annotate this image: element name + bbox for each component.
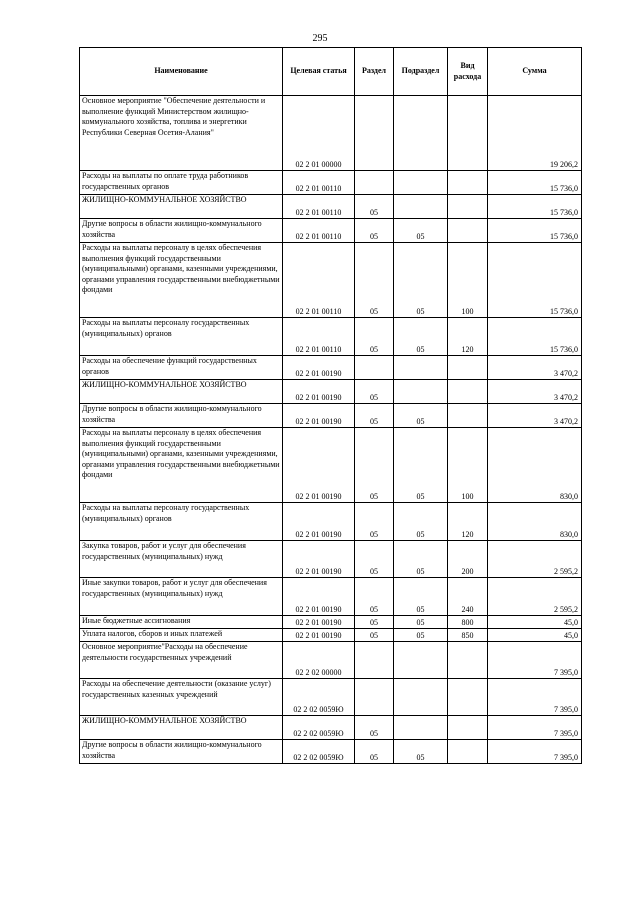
cell-subsection: [394, 96, 448, 171]
cell-type: [448, 404, 488, 428]
cell-section: 05: [355, 716, 394, 740]
cell-sum: 7 395,0: [488, 642, 582, 679]
cell-name: Основное мероприятие "Обеспечение деятельности и выполнение функций Министерством жилищно-коммунального хозяйства, топлива и энергетики Республики Северная Осетия-Алания": [80, 96, 283, 171]
cell-article: 02 2 02 0059Ю: [283, 740, 355, 764]
cell-sum: 7 395,0: [488, 679, 582, 716]
cell-type: 240: [448, 578, 488, 616]
cell-section: 05: [355, 243, 394, 318]
cell-sum: 7 395,0: [488, 716, 582, 740]
cell-article: 02 2 01 00190: [283, 541, 355, 578]
cell-subsection: [394, 380, 448, 404]
cell-sum: 7 395,0: [488, 740, 582, 764]
cell-name: Расходы на выплаты персоналу в целях обеспечения выполнения функций государственными (муниципальными) органами, казенными учреждениями, органами управления государственными внебюджетными фондами: [80, 428, 283, 503]
cell-section: [355, 171, 394, 195]
cell-section: 05: [355, 318, 394, 356]
cell-section: 05: [355, 428, 394, 503]
cell-article: 02 2 02 0059Ю: [283, 679, 355, 716]
table-row: [80, 380, 582, 404]
cell-section: [355, 96, 394, 171]
cell-section: [355, 642, 394, 679]
cell-article: 02 2 01 00000: [283, 96, 355, 171]
table-row: [80, 404, 582, 428]
table-row: [80, 616, 582, 629]
cell-name: Иные закупки товаров, работ и услуг для обеспечения государственных (муниципальных) нужд: [80, 578, 283, 616]
cell-subsection: 05: [394, 578, 448, 616]
page-number: 295: [312, 33, 328, 44]
cell-article: 02 2 01 00110: [283, 171, 355, 195]
cell-section: 05: [355, 219, 394, 243]
cell-subsection: [394, 356, 448, 380]
cell-subsection: 05: [394, 243, 448, 318]
cell-subsection: 05: [394, 503, 448, 541]
cell-type: 100: [448, 243, 488, 318]
header-name: Наименование: [80, 48, 283, 96]
budget-table: [79, 47, 582, 764]
cell-name: ЖИЛИЩНО-КОММУНАЛЬНОЕ ХОЗЯЙСТВО: [80, 716, 283, 740]
cell-subsection: 05: [394, 404, 448, 428]
table-row: [80, 679, 582, 716]
cell-section: 05: [355, 578, 394, 616]
cell-article: 02 2 01 00110: [283, 219, 355, 243]
cell-article: 02 2 01 00190: [283, 428, 355, 503]
cell-name: Закупка товаров, работ и услуг для обеспечения государственных (муниципальных) нужд: [80, 541, 283, 578]
table-row: [80, 629, 582, 642]
header-section: Раздел: [355, 48, 394, 96]
cell-sum: 3 470,2: [488, 404, 582, 428]
cell-type: 120: [448, 503, 488, 541]
cell-name: Основное мероприятие"Расходы на обеспечение деятельности государственных учреждений: [80, 642, 283, 679]
cell-name: Расходы на выплаты персоналу в целях обеспечения выполнения функций государственными (муниципальными) органами, казенными учреждениями, органами управления государственными внебюджетными фондами: [80, 243, 283, 318]
table-row: [80, 642, 582, 679]
cell-name: Другие вопросы в области жилищно-коммунального хозяйства: [80, 740, 283, 764]
cell-name: Расходы на выплаты по оплате труда работников государственных органов: [80, 171, 283, 195]
cell-type: [448, 195, 488, 219]
table-row: [80, 219, 582, 243]
cell-article: 02 2 01 00190: [283, 629, 355, 642]
table-row: [80, 171, 582, 195]
cell-sum: 830,0: [488, 428, 582, 503]
cell-type: [448, 642, 488, 679]
header-subsection: Подраздел: [394, 48, 448, 96]
cell-subsection: 05: [394, 629, 448, 642]
cell-article: 02 2 01 00110: [283, 318, 355, 356]
cell-type: [448, 716, 488, 740]
cell-type: 800: [448, 616, 488, 629]
cell-type: [448, 171, 488, 195]
cell-sum: 3 470,2: [488, 356, 582, 380]
table-row: [80, 428, 582, 503]
cell-sum: 15 736,0: [488, 195, 582, 219]
header-article: Целевая статья: [283, 48, 355, 96]
table-row: [80, 740, 582, 764]
cell-sum: 15 736,0: [488, 318, 582, 356]
cell-sum: 15 736,0: [488, 219, 582, 243]
cell-section: 05: [355, 503, 394, 541]
cell-sum: 830,0: [488, 503, 582, 541]
table-row: [80, 541, 582, 578]
cell-article: 02 2 02 0059Ю: [283, 716, 355, 740]
header-sum: Сумма: [488, 48, 582, 96]
cell-article: 02 2 01 00110: [283, 243, 355, 318]
table-row: [80, 503, 582, 541]
table-row: [80, 243, 582, 318]
table-row: [80, 356, 582, 380]
cell-sum: 15 736,0: [488, 243, 582, 318]
cell-name: ЖИЛИЩНО-КОММУНАЛЬНОЕ ХОЗЯЙСТВО: [80, 195, 283, 219]
cell-sum: 45,0: [488, 616, 582, 629]
cell-name: Расходы на обеспечение функций государственных органов: [80, 356, 283, 380]
cell-type: [448, 96, 488, 171]
cell-name: Расходы на обеспечение деятельности (оказание услуг) государственных казенных учреждений: [80, 679, 283, 716]
table-row: [80, 578, 582, 616]
cell-subsection: [394, 642, 448, 679]
cell-type: [448, 380, 488, 404]
table-row: [80, 96, 582, 171]
table-body: [80, 96, 582, 764]
cell-subsection: [394, 195, 448, 219]
cell-type: [448, 356, 488, 380]
cell-name: Другие вопросы в области жилищно-коммунального хозяйства: [80, 404, 283, 428]
cell-section: [355, 679, 394, 716]
cell-subsection: 05: [394, 740, 448, 764]
cell-type: [448, 219, 488, 243]
cell-name: Расходы на выплаты персоналу государственных (муниципальных) органов: [80, 503, 283, 541]
cell-type: 850: [448, 629, 488, 642]
cell-type: [448, 740, 488, 764]
cell-article: 02 2 01 00190: [283, 356, 355, 380]
cell-section: 05: [355, 629, 394, 642]
cell-subsection: [394, 679, 448, 716]
cell-type: [448, 679, 488, 716]
cell-article: 02 2 01 00190: [283, 503, 355, 541]
cell-sum: 2 595,2: [488, 578, 582, 616]
cell-sum: 45,0: [488, 629, 582, 642]
cell-section: 05: [355, 740, 394, 764]
cell-type: 100: [448, 428, 488, 503]
cell-name: Другие вопросы в области жилищно-коммунального хозяйства: [80, 219, 283, 243]
cell-subsection: 05: [394, 616, 448, 629]
cell-article: 02 2 01 00190: [283, 578, 355, 616]
cell-sum: 19 206,2: [488, 96, 582, 171]
cell-name: Иные бюджетные ассигнования: [80, 616, 283, 629]
cell-article: 02 2 01 00190: [283, 404, 355, 428]
cell-section: 05: [355, 616, 394, 629]
header-row: [80, 48, 582, 96]
cell-section: [355, 356, 394, 380]
cell-type: 200: [448, 541, 488, 578]
cell-article: 02 2 01 00190: [283, 380, 355, 404]
cell-subsection: 05: [394, 318, 448, 356]
header-type: Вид расхода: [448, 48, 488, 96]
cell-subsection: 05: [394, 541, 448, 578]
cell-section: 05: [355, 404, 394, 428]
cell-subsection: [394, 171, 448, 195]
cell-subsection: [394, 716, 448, 740]
cell-article: 02 2 02 00000: [283, 642, 355, 679]
cell-sum: 2 595,2: [488, 541, 582, 578]
cell-subsection: 05: [394, 219, 448, 243]
table-row: [80, 318, 582, 356]
cell-name: Расходы на выплаты персоналу государственных (муниципальных) органов: [80, 318, 283, 356]
cell-section: 05: [355, 541, 394, 578]
cell-subsection: 05: [394, 428, 448, 503]
cell-article: 02 2 01 00110: [283, 195, 355, 219]
table-row: [80, 716, 582, 740]
cell-type: 120: [448, 318, 488, 356]
cell-name: ЖИЛИЩНО-КОММУНАЛЬНОЕ ХОЗЯЙСТВО: [80, 380, 283, 404]
cell-article: 02 2 01 00190: [283, 616, 355, 629]
cell-name: Уплата налогов, сборов и иных платежей: [80, 629, 283, 642]
cell-section: 05: [355, 380, 394, 404]
cell-section: 05: [355, 195, 394, 219]
table-row: [80, 195, 582, 219]
cell-sum: 15 736,0: [488, 171, 582, 195]
cell-sum: 3 470,2: [488, 380, 582, 404]
